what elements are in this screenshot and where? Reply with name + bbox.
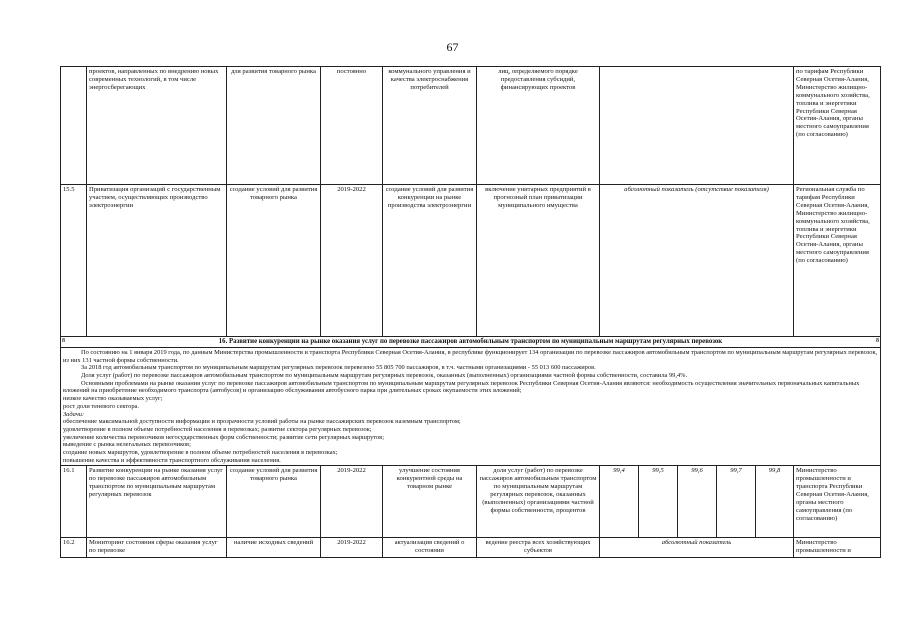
responsible-cell: Министерство промышленности и транспорта Республики Северная Осетия-Алания, органы местного самоуправления (по согласованию) bbox=[794, 466, 881, 538]
measures-table bbox=[60, 66, 881, 558]
paragraph: За 2018 год автомобильным транспортом по муниципальным маршрутам регулярных перевозок перевезено 55 805 700 пассажиров, в т.ч. частными организациями - 55 013 600 пассажиров. bbox=[81, 364, 596, 372]
indicator-cell: включение унитарных предприятий в прогнозный план приватизации муниципального имущества bbox=[477, 185, 600, 337]
values-cell: абсолютный показатель bbox=[600, 538, 794, 558]
paragraph: повышение качества и эффективности транспортного обслуживания населения. bbox=[63, 456, 281, 464]
indicator-cell: доля услуг (работ) по перевозке пассажиров автомобильным транспортом по муниципальным маршрутам регулярных перевозок, оказанных (выполненных) организациями частной формы собственности, процентов bbox=[477, 466, 600, 538]
measure-cell: Приватизация организаций с государственным участием, осуществляющих производство электроэнергии bbox=[87, 185, 227, 337]
row-number bbox=[61, 67, 87, 185]
goal-cell: создание условий для развития товарного рынка bbox=[227, 185, 321, 337]
row-number: 16.2 bbox=[61, 538, 87, 558]
term-cell: постоянно bbox=[321, 67, 383, 185]
result-cell: коммунального управления и качества электроснабжения потребителей bbox=[383, 67, 477, 185]
section-title-row bbox=[61, 337, 881, 348]
value-cell: 99,5 bbox=[639, 466, 678, 538]
paragraph: Задачи: bbox=[63, 410, 85, 418]
term-cell: 2019-2022 bbox=[321, 538, 383, 558]
paragraph: увеличение количества перевозчиков негосударственных форм собственности; развитие сети регулярных маршрутов; bbox=[63, 433, 384, 441]
responsible-cell: Региональная служба по тарифам Республики Северная Осетия-Алания, Министерство жилищно-коммунального хозяйства, топлива и энергетики Республики Северная Осетия-Алания, органы местного самоуправления (по согласованию) bbox=[794, 185, 881, 337]
indicator-cell: лиц, определяемого порядке предоставления субсидий, финансирующих проектов bbox=[477, 67, 600, 185]
section-title: 16. Развитие конкуренции на рынке оказания услуг по перевозке пассажиров автомобильным транспортом по муниципальным маршрутам регулярных перевозок bbox=[218, 338, 723, 345]
result-cell: актуализация сведений о состоянии bbox=[383, 538, 477, 558]
paragraph: низкое качество оказываемых услуг; bbox=[63, 395, 163, 403]
paragraph: выведение с рынка нелегальных перевозчиков; bbox=[63, 441, 191, 449]
goal-cell: наличие исходных сведений bbox=[227, 538, 321, 558]
result-cell: создание условий для развития конкуренции на рынке производства электроэнергии bbox=[383, 185, 477, 337]
paragraph: обеспечение максимальной доступности информации и прозрачности условий работы на рынке пассажирских перевозок наземным транспортом; bbox=[63, 418, 461, 426]
page-number: 67 bbox=[446, 40, 459, 54]
row-number: 15.5 bbox=[61, 185, 87, 337]
value-cell: 99,7 bbox=[717, 466, 756, 538]
measure-cell: Развитие конкуренции на рынке оказания услуг по перевозке пассажиров автомобильным транспортом по муниципальным маршрутам регулярных перевозок bbox=[87, 466, 227, 538]
value-cell: 99,8 bbox=[756, 466, 794, 538]
term-cell: 2019-2022 bbox=[321, 185, 383, 337]
paragraph: создание новых маршрутов, удовлетворение в полном объеме потребностей населения в перевозках; bbox=[63, 449, 338, 457]
section-left-mark: 8 bbox=[62, 338, 65, 344]
paragraph: Доля услуг (работ) по перевозке пассажиров автомобильным транспортом по муниципальным маршрутам регулярных перевозок, оказанных (выполненных) организациями частной формы собственности, составила 99,4%. bbox=[81, 372, 688, 380]
value-cell: 99,4 bbox=[600, 466, 639, 538]
row-number: 16.1 bbox=[61, 466, 87, 538]
term-cell: 2019-2022 bbox=[321, 466, 383, 538]
section-description bbox=[61, 347, 881, 466]
responsible-cell: Министерство промышленности и bbox=[794, 538, 881, 558]
values-cell bbox=[600, 67, 794, 185]
table-row bbox=[61, 538, 881, 558]
section-description-row bbox=[61, 347, 881, 466]
value-cell: 99,6 bbox=[678, 466, 717, 538]
measure-cell: Мониторинг состояния сферы оказания услуг по перевозке bbox=[87, 538, 227, 558]
measure-cell: проектов, направленных по внедрению новых современных технологий, в том числе энергосберегающих bbox=[87, 67, 227, 185]
indicator-cell: ведение реестра всех хозяйствующих субъектов bbox=[477, 538, 600, 558]
paragraph: рост доли теневого сектора. bbox=[63, 402, 139, 410]
goal-cell: создание условий для развития товарного рынка bbox=[227, 466, 321, 538]
values-cell: абсолютный показатель (отсутствие показателя) bbox=[600, 185, 794, 337]
goal-cell: для развития товарного рынка bbox=[227, 67, 321, 185]
result-cell: улучшение состояния конкурентной среды на товарном рынке bbox=[383, 466, 477, 538]
responsible-cell: по тарифам Республики Северная Осетия-Алания, Министерство жилищно-коммунального хозяйства, топлива и энергетики Республики Северная Осетия-Алания, органы местного самоуправления (по согласованию) bbox=[794, 67, 881, 185]
paragraph: удовлетворение в полном объеме потребностей населения в перевозках; развитие сектора регулярных перевозок; bbox=[63, 425, 372, 433]
paragraph: Основными проблемами на рынке оказания услуг по перевозке пассажиров автомобильным транспортом по муниципальным маршрутам регулярных перевозок Республики Северная Осетия-Алания являются: необходимость осуществления значительных первоначальных капитальных вложений на приобретение необходимого транспорта (автобусов) и организацию обслуживания автобусного парка при длительных сроках окупаемости этих вложений; bbox=[63, 379, 860, 395]
table-row bbox=[61, 466, 881, 538]
section-right-mark: 8 bbox=[876, 338, 879, 344]
table-row bbox=[61, 185, 881, 337]
table-row bbox=[61, 67, 881, 185]
paragraph: По состоянию на 1 января 2019 года, по данным Министерства промышленности и транспорта Республики Северная Осетия-Алания, в республике функционирует 134 организации по перевозке пассажиров автомобильным транспортом по муниципальным маршрутам регулярных перевозок, из них 131 частной формы собственности. bbox=[63, 348, 878, 364]
